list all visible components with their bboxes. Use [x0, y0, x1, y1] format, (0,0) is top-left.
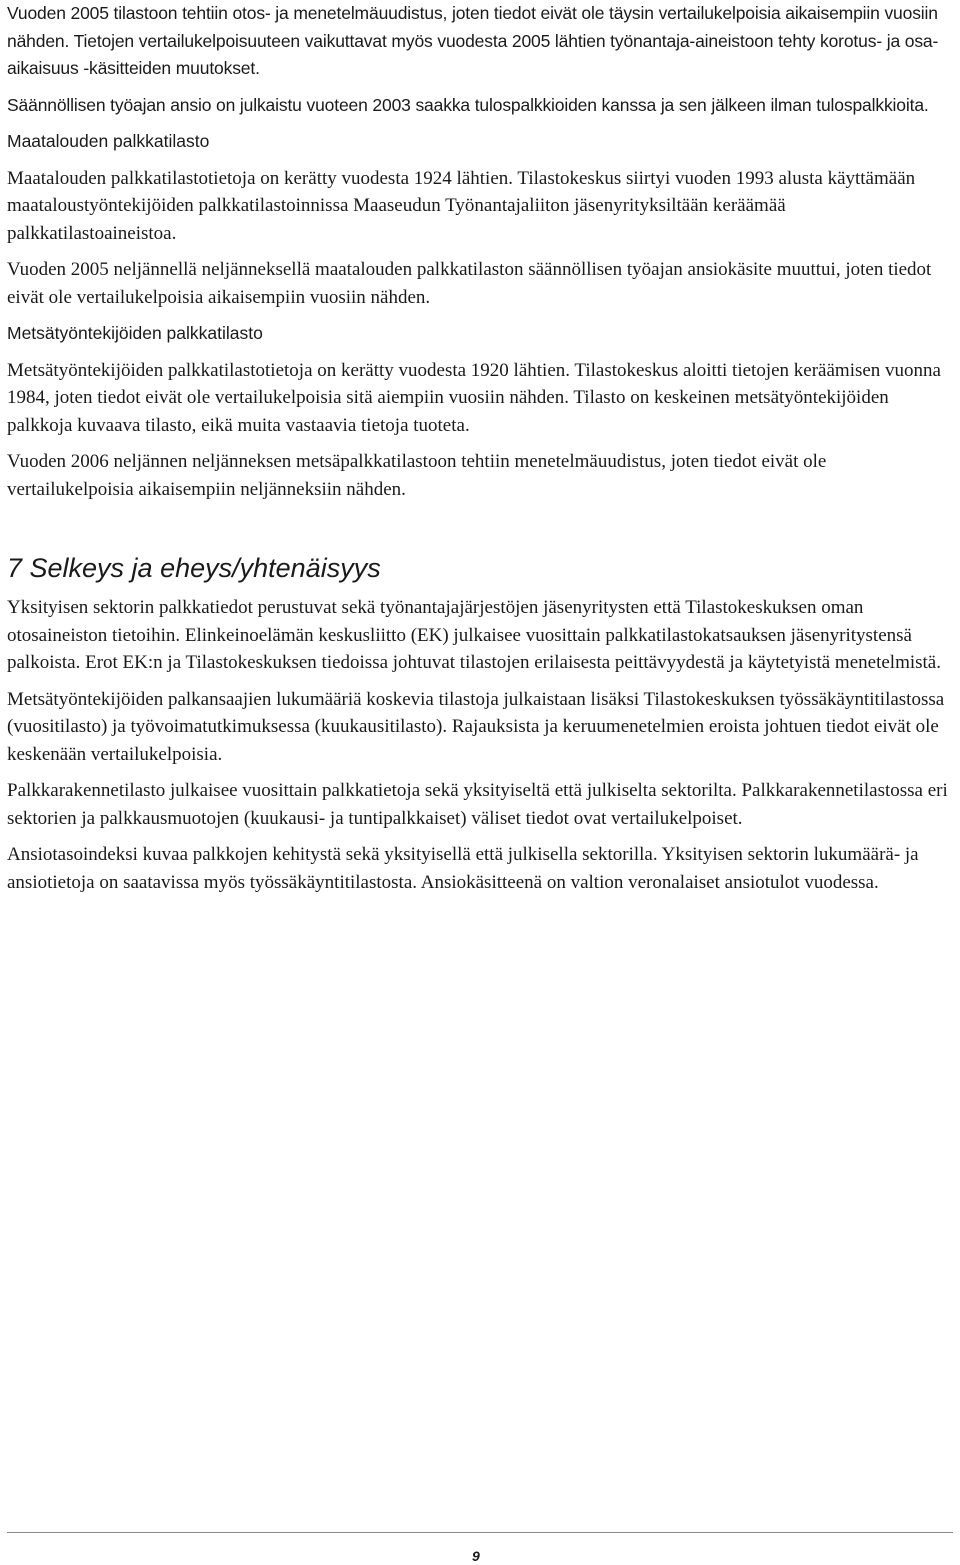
paragraph-forestry-history: Metsätyöntekijöiden palkkatilastotietoja on kerätty vuodesta 1920 lähtien. Tilastokeskus aloitti tietojen keräämisen vuonna 1984, joten tiedot eivät ole vertailukelpoisia sitä aiempiin vuosiin nähden. Tilasto on keskeinen metsätyöntekijöiden palkkoja kuvaava tilasto, eikä muita vastaavia tietoja tuoteta.: [7, 359, 941, 436]
chapter-title: 7 Selkeys ja eheys/yhtenäisyys: [7, 553, 381, 583]
document-page: [7, 0, 955, 905]
page-number: 9: [472, 1548, 480, 1564]
paragraph-agriculture-2005-change: Vuoden 2005 neljännellä neljänneksellä maatalouden palkkatilaston säännöllisen työajan ansiokäsite muuttui, joten tiedot eivät ole vertailukelpoisia aikaisempiin vuosiin nähden.: [7, 259, 932, 308]
paragraph-private-sector-data: Yksityisen sektorin palkkatiedot perustuvat sekä työnantajajärjestöjen jäsenyritysten että Tilastokeskuksen oman otosaineiston tietoihin. Elinkeinoelämän keskusliitto (EK) julkaisee vuosittain palkkatilastokatsauksen jäsenyritystensä palkoista. Erot EK:n ja Tilastokeskuksen tiedoissa johtuvat tilastojen erilaisesta peittävyydestä ja käytetyistä menetelmistä.: [7, 597, 941, 673]
heading-forestry-wage-statistics: Metsätyöntekijöiden palkkatilasto: [7, 323, 263, 343]
paragraph-survey-reform: Vuoden 2005 tilastoon tehtiin otos- ja menetelmäuudistus, joten tiedot eivät ole täysin vertailukelpoisia aikaisempiin vuosiin nähden. Tietojen vertailukelpoisuuteen vaikuttavat myös vuodesta 2005 lähtien työnantaja-aineistoon tehty korotus- ja osa-aikaisuus -käsitteiden muutokset.: [7, 3, 939, 78]
paragraph-forestry-employee-counts: Metsätyöntekijöiden palkansaajien lukumääriä koskevia tilastoja julkaistaan lisäksi Tilastokeskuksen työssäkäyntitilastossa (vuositilasto) ja työvoimatutkimuksessa (kuukausitilasto). Rajauksista ja keruumenetelmien eroista johtuen tiedot eivät ole keskenään vertailukelpoisia.: [7, 688, 945, 765]
heading-agriculture-wage-statistics: Maatalouden palkkatilasto: [7, 131, 210, 151]
paragraph-structure-of-earnings: Palkkarakennetilasto julkaisee vuosittain palkkatietoja sekä yksityiseltä että julkiselta sektorilta. Palkkarakennetilastossa eri sektorien ja palkkausmuotojen (kuukausi- ja tuntipalkkaiset) väliset tiedot ovat vertailukelpoiset.: [7, 780, 948, 829]
footer-divider: [7, 1532, 953, 1533]
paragraph-forestry-2006-reform: Vuoden 2006 neljännen neljänneksen metsäpalkkatilastoon tehtiin menetelmäuudistus, joten tiedot eivät ole vertailukelpoisia aikaisempiin neljänneksiin nähden.: [7, 451, 827, 500]
paragraph-index-of-wage-earnings: Ansiotasoindeksi kuvaa palkkojen kehitystä sekä yksityisellä että julkisella sektorilla. Yksityisen sektorin lukumäärä- ja ansiotietoja on saatavissa myös työssäkäyntitilastosta. Ansiokäsitteenä on valtion veronalaiset ansiotulot vuodessa.: [7, 844, 919, 893]
paragraph-agriculture-history: Maatalouden palkkatilastotietoja on kerätty vuodesta 1924 lähtien. Tilastokeskus siirtyi vuoden 1993 alusta käyttämään maataloustyöntekijöiden palkkatilastoinnissa Maaseudun Työnantajaliiton jäsenyrityksiltään keräämää palkkatilastoaineistoa.: [7, 167, 916, 244]
paragraph-regular-working-time-pay: Säännöllisen työajan ansio on julkaistu vuoteen 2003 saakka tulospalkkioiden kanssa ja sen jälkeen ilman tulospalkkioita.: [7, 94, 929, 115]
